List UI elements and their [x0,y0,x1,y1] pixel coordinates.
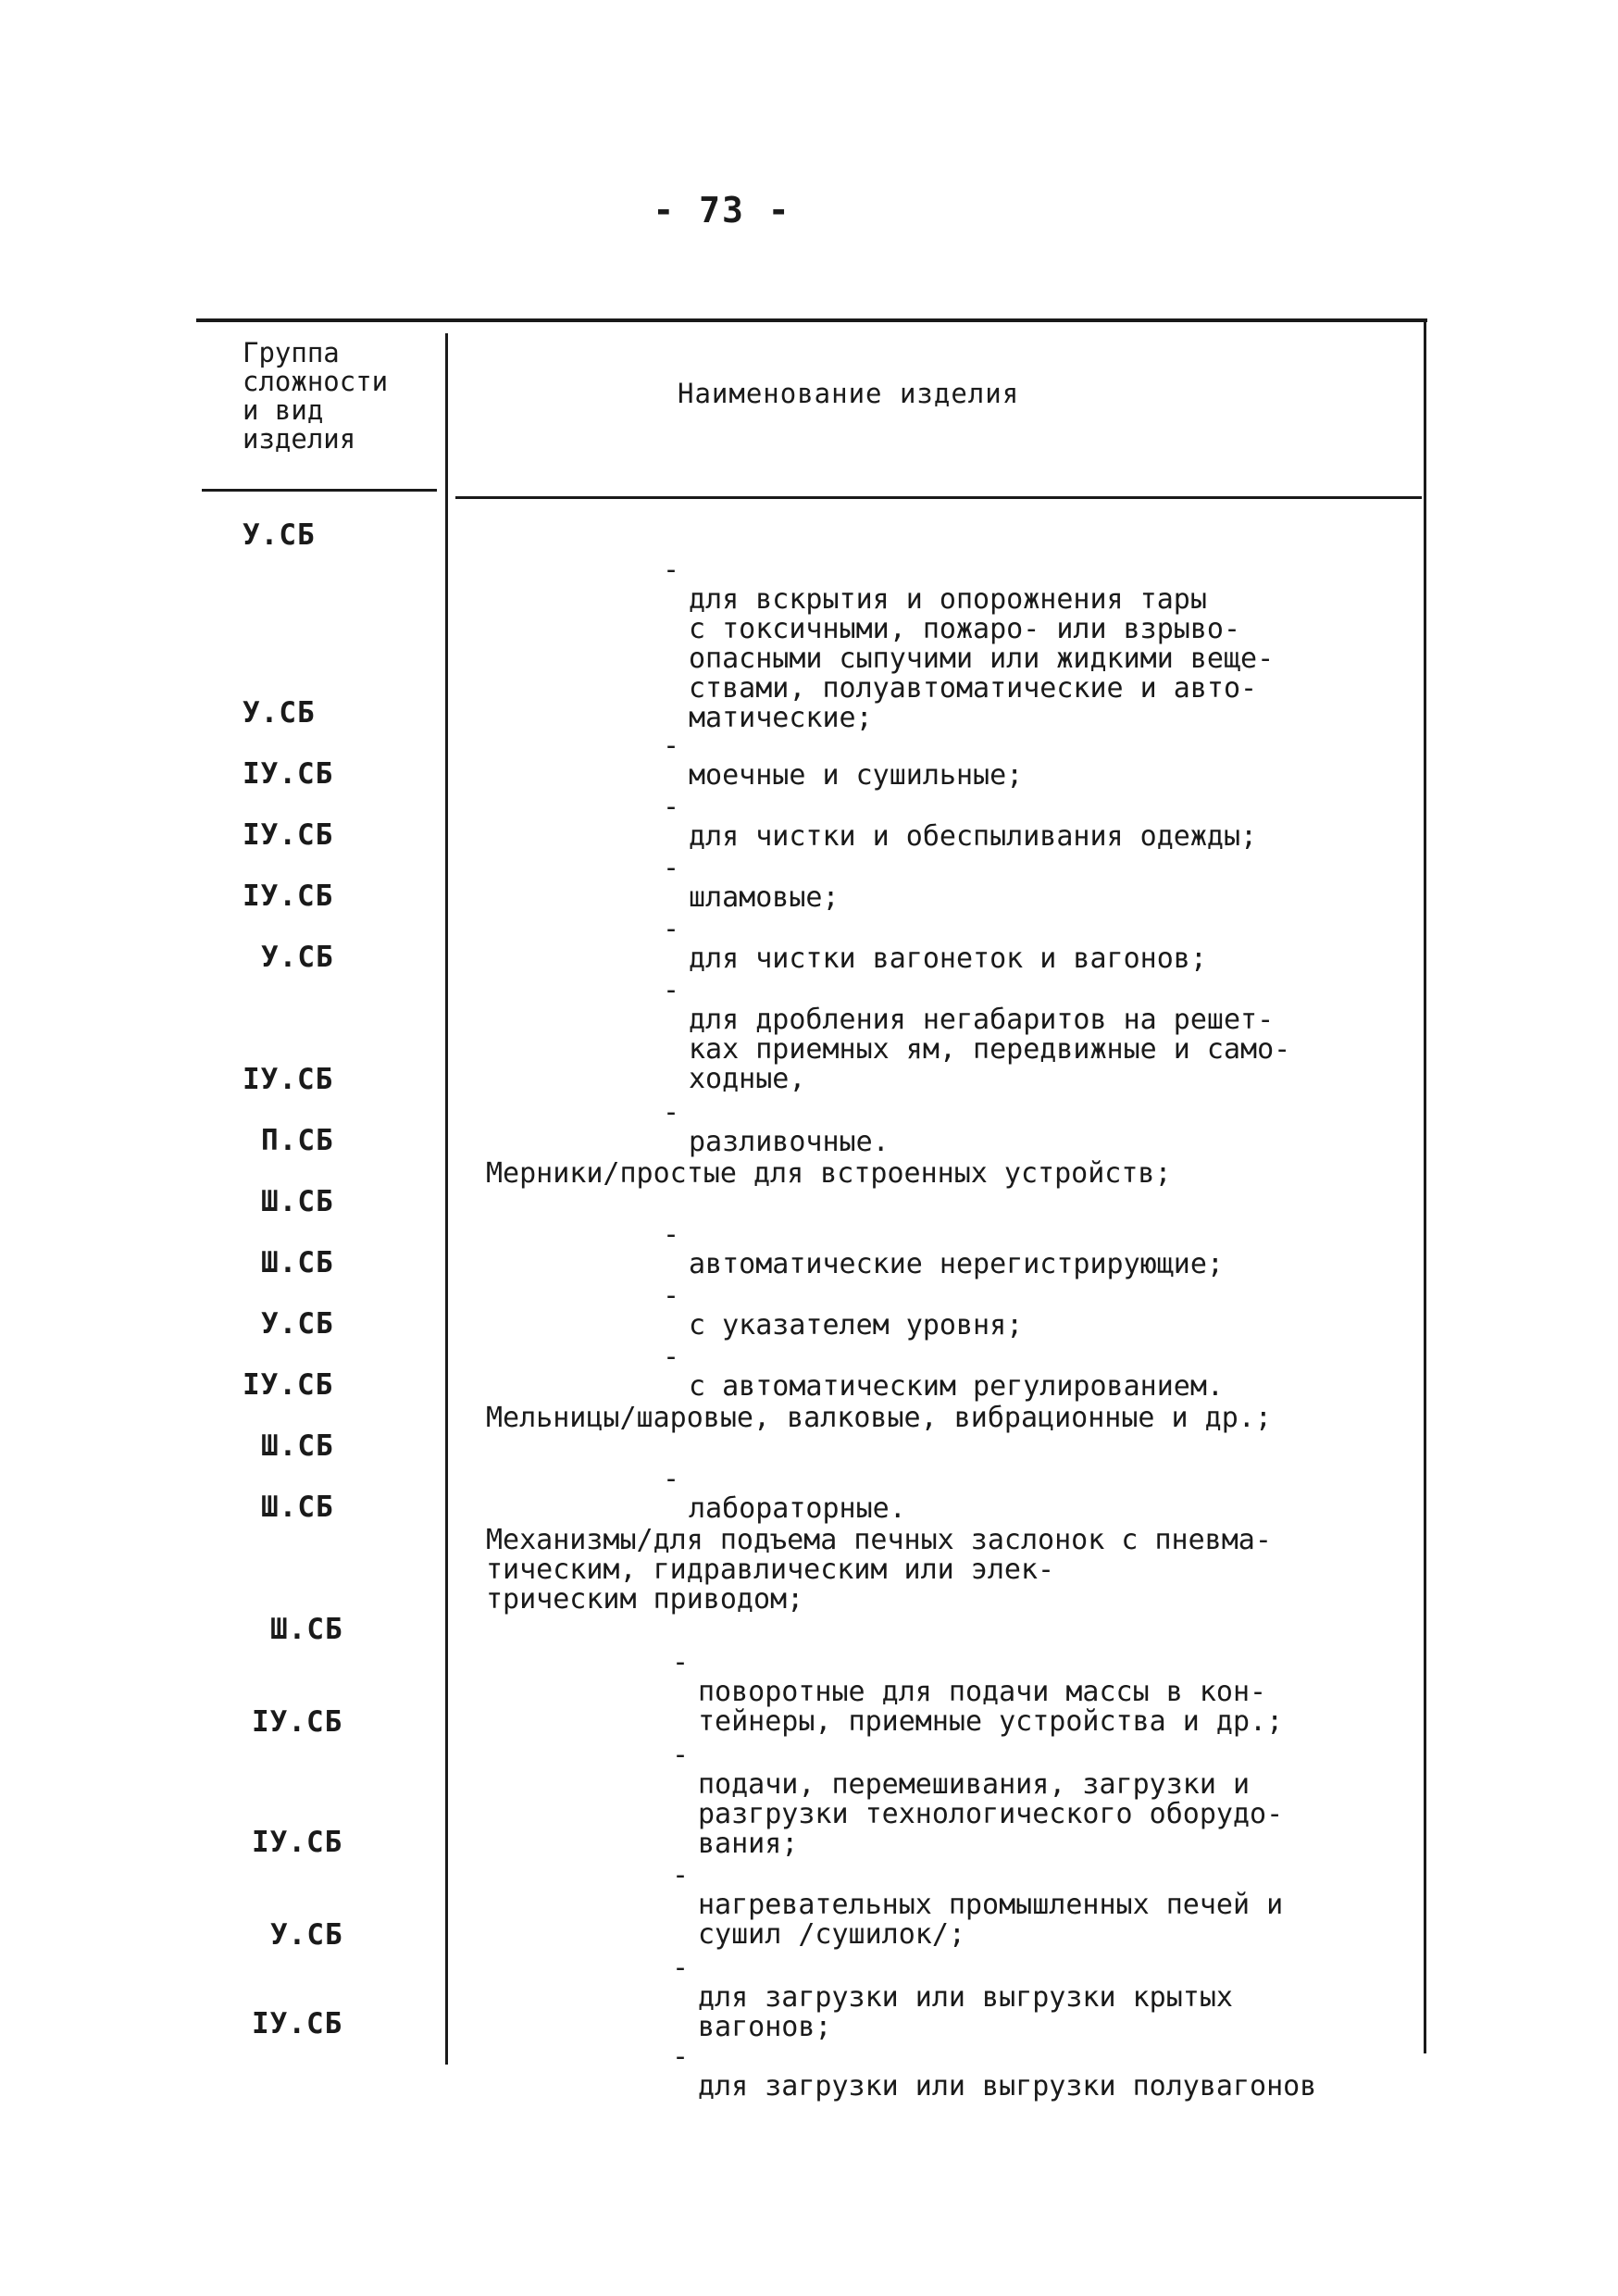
row-code: У.СБ [261,941,334,974]
row-code: У.СБ [261,1307,334,1341]
row-dash: - [672,2040,690,2073]
row-dash: - [663,1341,680,1373]
row-text: подачи, перемешивания, загрузки и разгрузки технологического оборудо- вания; [698,1768,1284,1860]
row-code: IУ.СБ [243,757,334,791]
row-code: IУ.СБ [252,1826,343,1859]
row-text: автоматические нерегистрирующие; [689,1248,1224,1280]
row-code: У.СБ [243,696,316,730]
row-code: Ш.СБ [261,1185,334,1218]
table-row [672,2013,1420,2103]
header-name-column: Наименование изделия [678,378,1020,409]
row-text: с автоматическим регулированием. [689,1370,1224,1403]
row-text: для загрузки или выгрузки крытых вагонов; [698,1981,1233,2043]
row-code: У.СБ [270,1918,343,1952]
row-text: для вскрытия и опорожнения тары с токсичными, пожаро- или взрыво- опасными сыпучими или жидкими веще- ствами, полуавтоматические и авто- матические; [689,583,1275,734]
row-text: с указателем уровня; [689,1309,1024,1341]
row-dash: - [672,1739,690,1771]
row-text: Мерники/простые для встроенных устройств; [486,1157,1172,1190]
table-right-border [1424,322,1426,2053]
row-text: для дробления негабаритов на решет- ках приемных ям, передвижные и само- ходные, [689,1004,1291,1095]
row-dash: - [663,1096,680,1129]
table-row [486,1496,1412,1615]
row-code: IУ.СБ [243,818,334,852]
header-group-column: Группа сложности и вид изделия [243,337,389,455]
row-dash: - [663,1463,680,1495]
row-code: Ш.СБ [261,1246,334,1279]
row-code: Ш.СБ [261,1429,334,1463]
row-code: IУ.СБ [252,1705,343,1739]
row-dash: - [663,1279,680,1312]
row-text: для чистки вагонеток и вагонов; [689,942,1207,975]
row-code: П.СБ [261,1124,334,1157]
row-text: нагревательных промышленных печей и сушил /сушилок/; [698,1889,1284,1951]
header-bottom-rule-left [202,489,437,492]
row-text: шламовые; [689,881,840,914]
row-dash: - [663,974,680,1006]
table-top-rule [196,318,1427,322]
row-dash: - [663,554,680,586]
row-text: Мельницы/шаровые, валковые, вибрационные и др.; [486,1402,1272,1434]
row-code: IУ.СБ [252,2007,343,2040]
row-code: IУ.СБ [243,1063,334,1096]
row-text: лабораторные. [689,1492,906,1525]
row-dash: - [663,913,680,945]
table-row [486,1374,1412,1433]
table-row [486,1129,1412,1189]
row-dash: - [663,852,680,884]
row-code: Ш.СБ [270,1613,343,1646]
row-text: поворотные для подачи массы в кон- тейнеры, приемные устройства и др.; [698,1676,1284,1738]
row-dash: - [672,1952,690,1984]
row-dash: - [672,1859,690,1891]
column-divider [445,333,448,2065]
row-code: У.СБ [243,518,316,552]
page-number: - 73 - [653,190,791,231]
row-text: моечные и сушильные; [689,759,1024,792]
row-dash: - [663,730,680,762]
row-text: разливочные. [689,1126,890,1158]
row-text: для чистки и обеспыливания одежды; [689,820,1258,853]
row-text: Механизмы/для подъема печных заслонок с пневма- тическим, гидравлическим или элек- трическим приводом; [486,1524,1272,1616]
row-text: для загрузки или выгрузки полувагонов [698,2070,1317,2103]
row-code: IУ.СБ [243,1368,334,1402]
row-code: IУ.СБ [243,880,334,913]
header-bottom-rule-right [455,496,1422,499]
row-dash: - [663,1218,680,1251]
row-dash: - [672,1646,690,1678]
row-code: Ш.СБ [261,1491,334,1524]
row-dash: - [663,791,680,823]
